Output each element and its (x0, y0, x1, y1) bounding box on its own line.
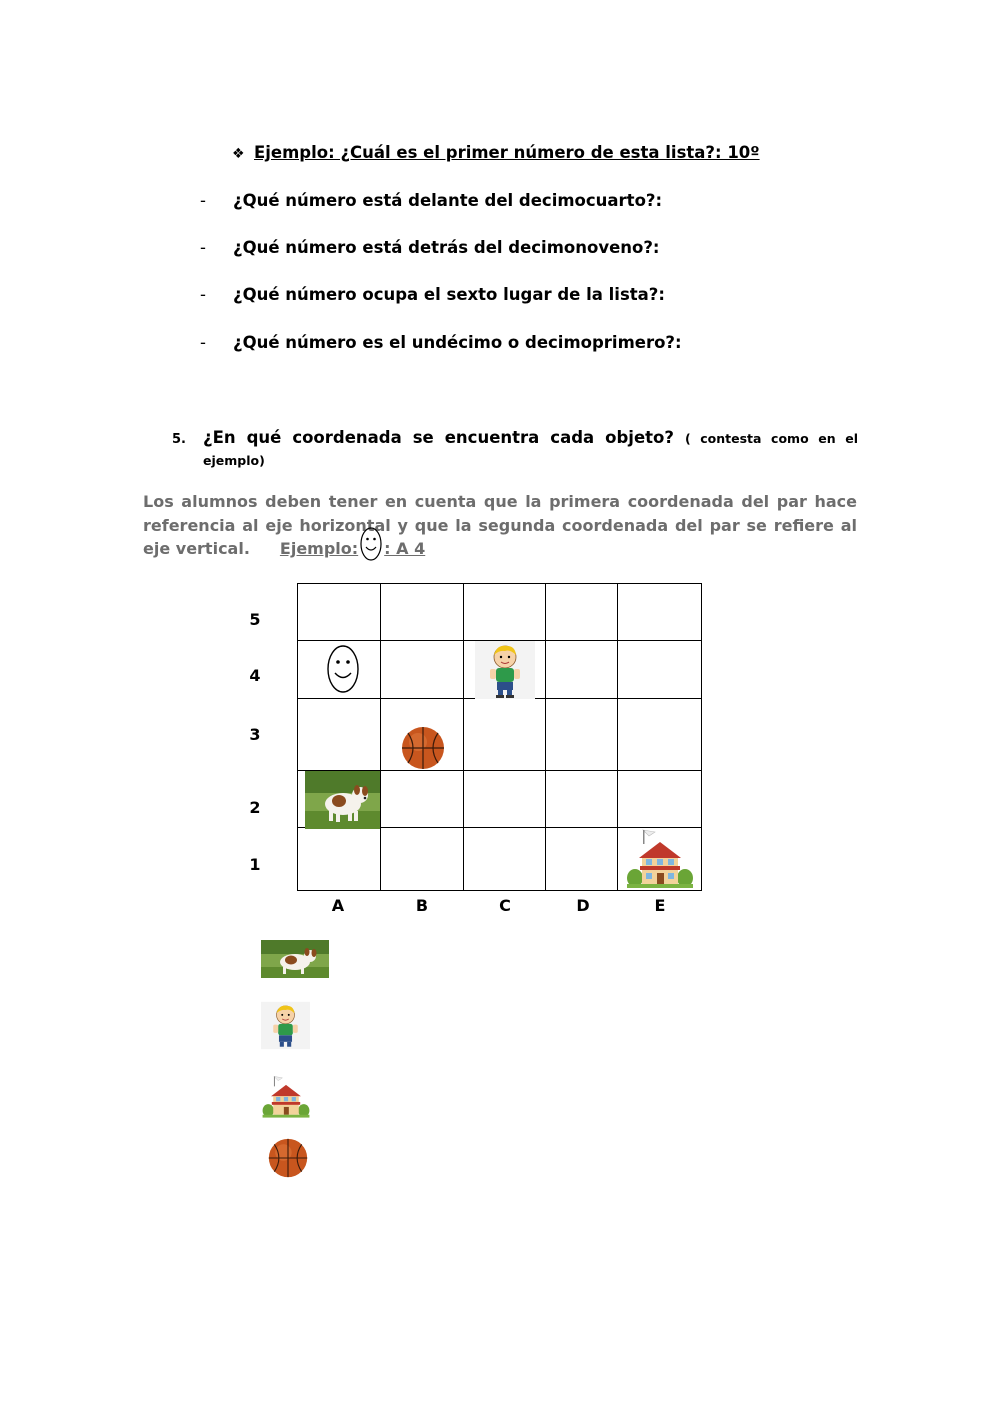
grid-cell-d5 (546, 584, 618, 641)
question-text: ¿Qué número está detrás del decimonoveno?: (233, 238, 660, 257)
grid-cell-c4 (464, 641, 546, 699)
grid-cell-a3 (298, 699, 381, 771)
coordinate-grid (297, 583, 702, 891)
grid-cell-d3 (546, 699, 618, 771)
dash-bullet: - (200, 285, 206, 304)
grid-cell-a4 (298, 641, 381, 699)
grid-cell-e4 (618, 641, 702, 699)
question-item (200, 333, 682, 352)
grid-cell-c3 (464, 699, 546, 771)
question-item (200, 285, 665, 304)
row-label: 5 (249, 610, 261, 629)
grid-cell-a1 (298, 828, 381, 891)
boy-icon (475, 641, 535, 699)
diamond-bullet-icon: ❖ (232, 146, 245, 162)
section-number: 5. (172, 432, 186, 447)
example-text: Ejemplo: ¿Cuál es el primer número de esta lista?: 10º (254, 143, 760, 162)
question-text: ¿Qué número es el undécimo o decimoprimero?: (233, 333, 682, 352)
row-label: 1 (249, 855, 261, 874)
dog-icon (261, 940, 329, 978)
grid-cell-a5 (298, 584, 381, 641)
grid-cell-d1 (546, 828, 618, 891)
grid-cell-c1 (464, 828, 546, 891)
question-text: ¿Qué número ocupa el sexto lugar de la lista?: (233, 285, 665, 304)
grid-cell-d4 (546, 641, 618, 699)
dog-icon (305, 771, 380, 829)
house-icon (262, 1075, 310, 1119)
question-item (200, 238, 660, 257)
basketball-icon (267, 1137, 309, 1179)
grid-cell-c5 (464, 584, 546, 641)
smiley-face-icon (326, 644, 360, 694)
grid-cell-e2 (618, 771, 702, 828)
question-item (200, 191, 662, 210)
section-note-end: ejemplo) (203, 453, 265, 468)
dash-bullet: - (200, 191, 206, 210)
section-title (203, 428, 858, 447)
grid-cell-d2 (546, 771, 618, 828)
basketball-icon (400, 725, 446, 771)
boy-icon (261, 1001, 310, 1050)
dash-bullet: - (200, 333, 206, 352)
paragraph-line (143, 537, 857, 561)
grid-cell-c2 (464, 771, 546, 828)
grid-cell-b3 (381, 699, 464, 771)
row-label: 2 (249, 798, 261, 817)
row-label: 3 (249, 725, 261, 744)
column-label: C (499, 896, 511, 915)
grid-cell-e1 (618, 828, 702, 891)
grid-cell-b2 (381, 771, 464, 828)
house-icon (627, 828, 693, 890)
example-label (280, 539, 425, 558)
paragraph-line: Los alumnos deben tener en cuenta que la primera coordenada del par hace (143, 492, 857, 511)
column-label: A (331, 896, 345, 915)
example-answer: : A 4 (384, 539, 426, 558)
grid-cell-e3 (618, 699, 702, 771)
grid-cell-b4 (381, 641, 464, 699)
example-label-text: Ejemplo: (279, 539, 359, 558)
question-text: ¿Qué número está delante del decimocuarto?: (233, 191, 663, 210)
section-title-text: ¿En qué coordenada se encuentra cada objeto? (203, 428, 674, 447)
paragraph-line-text: eje vertical. (143, 539, 250, 558)
row-label: 4 (249, 666, 261, 685)
grid-cell-b1 (381, 828, 464, 891)
column-label: E (654, 896, 666, 915)
section-note: ( contesta como en el (684, 431, 858, 446)
grid-cell-e5 (618, 584, 702, 641)
column-label: D (576, 896, 590, 915)
grid-cell-a2 (298, 771, 381, 828)
column-label: B (415, 896, 429, 915)
grid-cell-b5 (381, 584, 464, 641)
smiley-face-icon (360, 527, 382, 561)
paragraph-line: referencia al eje horizontal y que la segunda coordenada del par se refiere al (143, 515, 857, 535)
example-line (232, 143, 760, 162)
instructions-paragraph (143, 490, 857, 561)
dash-bullet: - (200, 238, 206, 257)
